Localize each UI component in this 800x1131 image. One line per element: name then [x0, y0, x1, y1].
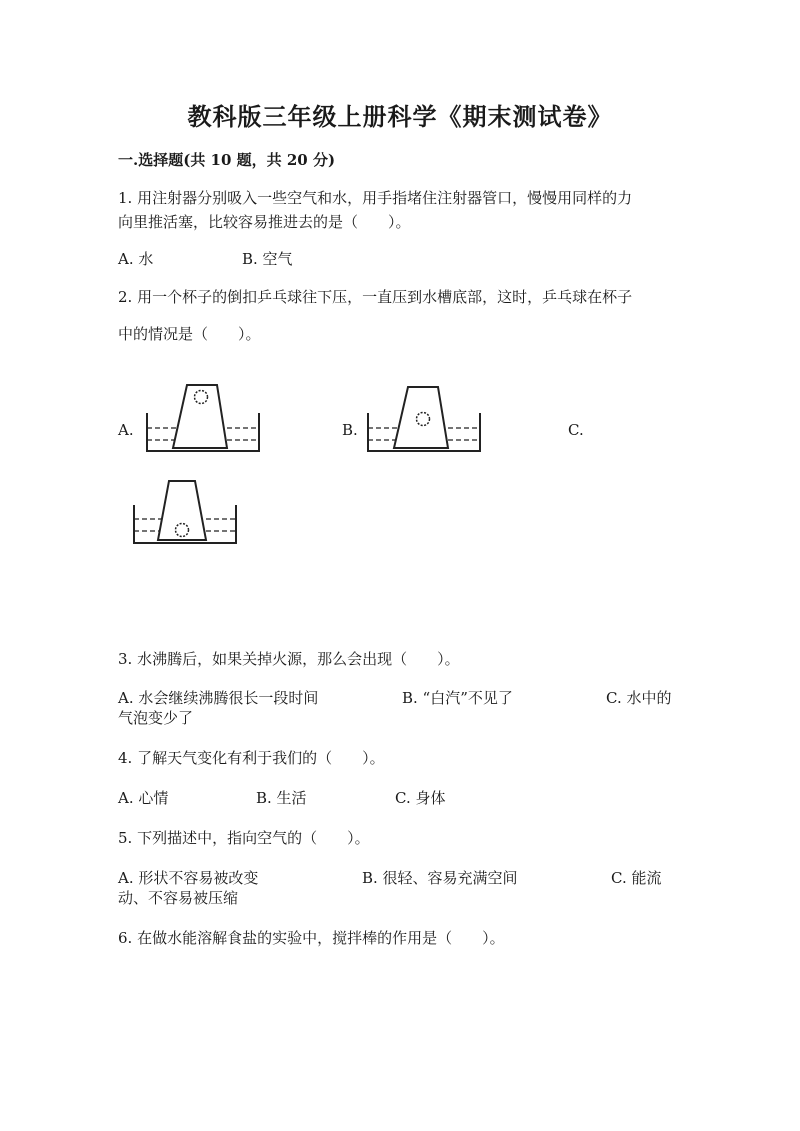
question-4-option-b: B. 生活	[256, 789, 307, 807]
question-2-line-1: 2. 用一个杯子的倒扣乒乓球往下压，一直压到水槽底部，这时，乒乓球在杯子	[118, 288, 633, 306]
question-1-option-b: B. 空气	[242, 250, 293, 268]
question-1-line-1: 1. 用注射器分别吸入一些空气和水，用手指堵住注射器管口，慢慢用同样的力	[118, 189, 633, 207]
figure-a-cup-diagram	[145, 383, 265, 455]
question-6-text: 6. 在做水能溶解食盐的实验中，搅拌棒的作用是（ ）。	[118, 929, 505, 947]
question-3-option-c-continued: 气泡变少了	[118, 709, 194, 727]
page-title: 教科版三年级上册科学《期末测试卷》	[187, 102, 613, 131]
question-5-option-a: A. 形状不容易被改变	[118, 869, 259, 887]
figure-c-cup-diagram	[132, 479, 240, 547]
question-2-line-2: 中的情况是（ ）。	[118, 325, 261, 343]
question-4-option-a: A. 心情	[118, 789, 169, 807]
question-5-text: 5. 下列描述中，指向空气的（ ）。	[118, 829, 370, 847]
question-5-option-c: C. 能流	[611, 869, 662, 887]
question-4-option-c: C. 身体	[395, 789, 446, 807]
question-1-option-a: A. 水	[118, 250, 154, 268]
question-2-option-a-label: A.	[118, 421, 134, 439]
figure-b-cup-diagram	[366, 385, 486, 457]
question-1-line-2: 向里推活塞，比较容易推进去的是（ ）。	[118, 213, 411, 231]
question-3-option-c: C. 水中的	[606, 689, 672, 707]
question-3-text: 3. 水沸腾后，如果关掉火源，那么会出现（ ）。	[118, 650, 460, 668]
question-2-option-c-label: C.	[568, 421, 584, 439]
section-heading: 一.选择题(共 10 题，共 20 分)	[118, 151, 336, 169]
question-2-option-b-label: B.	[342, 421, 358, 439]
question-3-option-a: A. 水会继续沸腾很长一段时间	[118, 689, 319, 707]
question-5-option-c-continued: 动、不容易被压缩	[118, 889, 239, 907]
question-5-option-b: B. 很轻、容易充满空间	[362, 869, 518, 887]
question-3-option-b: B. “白汽”不见了	[402, 689, 513, 707]
question-4-text: 4. 了解天气变化有利于我们的（ ）。	[118, 749, 385, 767]
